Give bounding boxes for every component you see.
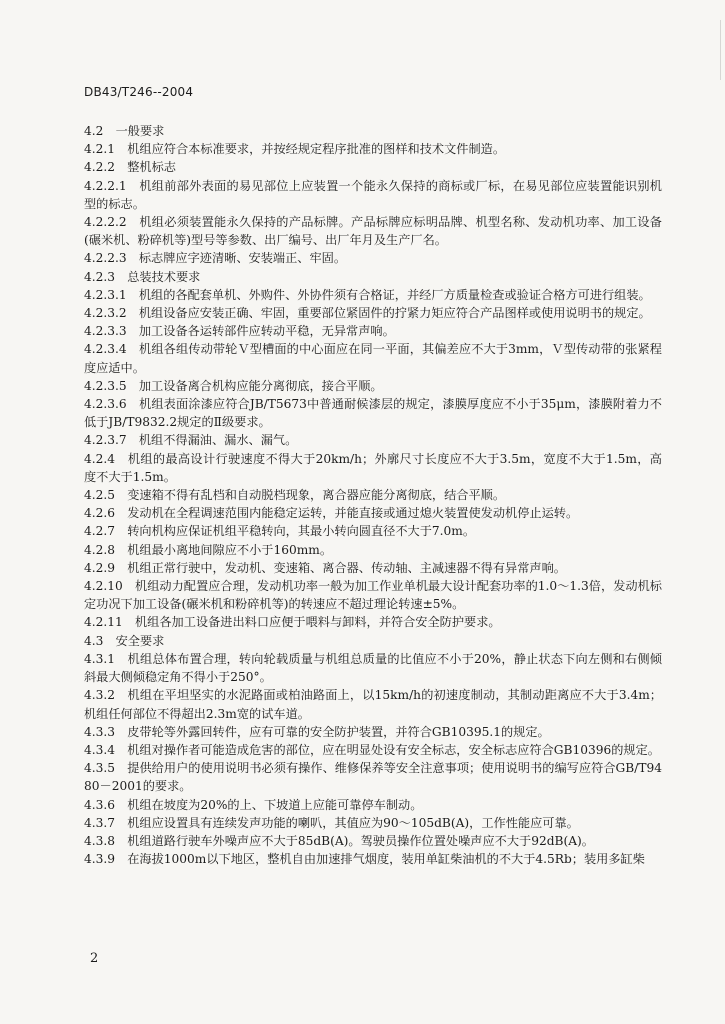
- paragraph: 4.2.3.6 机组表面涂漆应符合JB/T5673中普通耐候漆层的规定，漆膜厚度应不小于35μm，漆膜附着力不低于JB/T9832.2规定的Ⅱ级要求。: [84, 397, 662, 430]
- document-number: DB43/T246--2004: [84, 85, 194, 99]
- paragraph: 4.3.2 机组在平坦坚实的水泥路面或柏油路面上，以15km/h的初速度制动，其制动距离应不大于3.4m；机组任何部位不得超出2.3m宽的试车道。: [84, 688, 662, 721]
- paragraph: 4.2.8 机组最小离地间隙应不小于160mm。: [84, 542, 333, 557]
- paragraph: 4.2.2.2 机组必须装置能永久保持的产品标牌。产品标牌应标明品牌、机型名称、发动机功率、加工设备(碾米机、粉碎机等)型号等参数、出厂编号、出厂年月及生产厂名。: [84, 215, 662, 248]
- paragraph: 4.2.3.5 加工设备离合机构应能分离彻底，接合平顺。: [84, 378, 383, 393]
- paragraph: 4.2.11 机组各加工设备进出料口应便于喂料与卸料，并符合安全防护要求。: [84, 615, 501, 630]
- paragraph: 4.2.2.1 机组前部外表面的易见部位上应装置一个能永久保持的商标或厂标，在易见部位应装置能识别机型的标志。: [84, 178, 662, 211]
- paragraph: 4.2.3 总装技术要求: [84, 269, 201, 284]
- paragraph: 4.2.6 发动机在全程调速范围内能稳定运转，并能直接或通过熄火装置使发动机停止运转。: [84, 506, 579, 521]
- paragraph: 4.2.3.1 机组的各配套单机、外购件、外协件须有合格证，并经厂方质量检查或验证合格方可进行组装。: [84, 287, 651, 302]
- paragraph: 4.2.3.4 机组各组传动带轮Ｖ型槽面的中心面应在同一平面，其偏差应不大于3mm，Ｖ型传动带的张紧程度应适中。: [84, 342, 662, 375]
- page-number: 2: [90, 951, 99, 966]
- page-edge-mark: [710, 20, 721, 80]
- paragraph: 4.3.7 机组应设置具有连续发声功能的喇叭，其值应为90～105dB(A)，工作性能应可靠。: [84, 815, 579, 830]
- paragraph: 4.2.5 变速箱不得有乱档和自动脱档现象，离合器应能分离彻底，结合平顺。: [84, 488, 506, 503]
- paragraph: 4.2.9 机组正常行驶中，发动机、变速箱、离合器、传动轴、主减速器不得有异常声响。: [84, 560, 566, 575]
- paragraph: 4.3.1 机组总体布置合理，转向轮载质量与机组总质量的比值应不小于20%，静止状态下向左侧和右侧倾斜最大侧倾稳定角不得小于250°。: [84, 651, 662, 685]
- paragraph: 4.2.4 机组的最高设计行驶速度不得大于20km/h；外廓尺寸长度应不大于3.5m，宽度不大于1.5m，高度不大于1.5m。: [84, 451, 662, 484]
- paragraph: 4.2.2.3 标志牌应字迹清晰、安装端正、牢固。: [84, 251, 347, 266]
- paragraph: 4.2.10 机组动力配置应合理，发动机功率一般为加工作业单机最大设计配套功率的1.0～1.3倍，发动机标定功况下加工设备(碾米机和粉碎机等)的转速应不超过理论转速±5%。: [84, 579, 662, 612]
- paragraph: 4.2.1 机组应符合本标准要求，并按经规定程序批准的图样和技术文件制造。: [84, 142, 506, 157]
- paragraph: 4.2.3.7 机组不得漏油、漏水、漏气。: [84, 433, 298, 448]
- paragraph: 4.3 安全要求: [84, 633, 165, 648]
- paragraph: 4.3.6 机组在坡度为20%的上、下坡道上应能可靠停车制动。: [84, 797, 423, 812]
- paragraph: 4.3.5 提供给用户的使用说明书必须有操作、维修保养等安全注意事项；使用说明书的编写应符合GB/T9480－2001的要求。: [84, 761, 662, 794]
- paragraph: 4.3.9 在海拔1000m以下地区，整机自由加速排气烟度，装用单缸柴油机的不大于4.5Rb；装用多缸柴: [84, 852, 645, 867]
- paragraph: 4.3.4 机组对操作者可能造成危害的部位，应在明显处设有安全标志，安全标志应符合GB10396的规定。: [84, 742, 660, 757]
- paragraph: 4.2.7 转向机构应保证机组平稳转向，其最小转向圆直径不大于7.0m。: [84, 524, 476, 539]
- paragraph: 4.2.3.2 机组设备应安装正确、牢固，重要部位紧固件的拧紧力矩应符合产品图样或使用说明书的规定。: [84, 306, 651, 321]
- paragraph: 4.2.2 整机标志: [84, 160, 176, 175]
- paragraph: 4.3.8 机组道路行驶车外噪声应不大于85dB(A)。驾驶员操作位置处噪声应不大于92dB(A)。: [84, 833, 594, 848]
- paragraph: 4.2.3.3 加工设备各运转部件应转动平稳，无异常声响。: [84, 324, 395, 339]
- paragraph: 4.3.3 皮带轮等外露回转件，应有可靠的安全防护装置，并符合GB10395.1的规定。: [84, 724, 550, 739]
- paragraph: 4.2 一般要求: [84, 124, 165, 138]
- document-body: [84, 122, 662, 868]
